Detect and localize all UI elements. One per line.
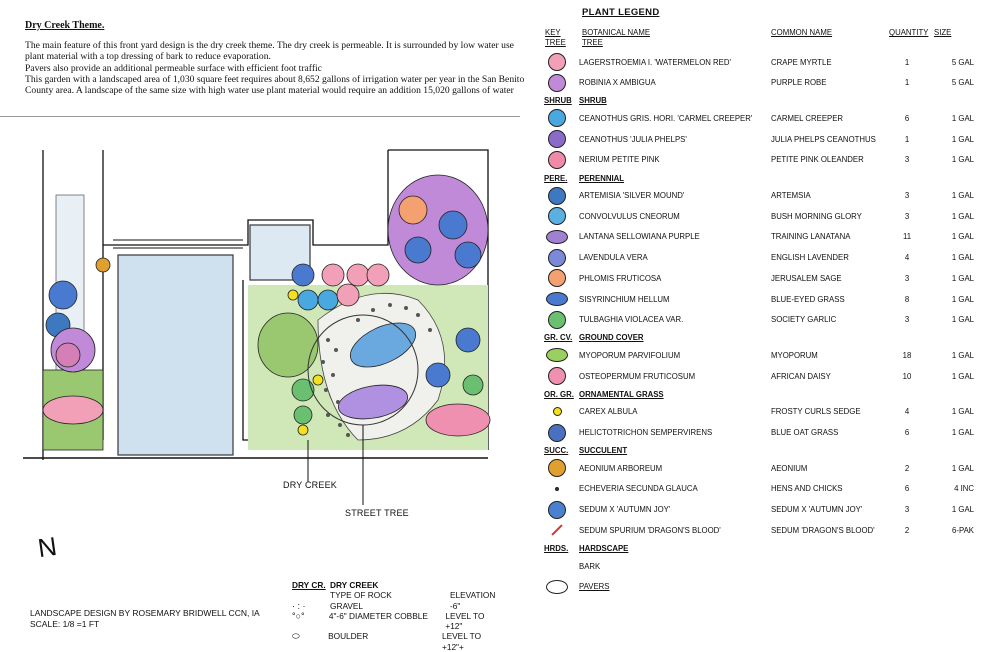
section-key: SUCC. (544, 446, 569, 456)
legend-row (542, 150, 982, 170)
quantity: 1 (904, 57, 910, 67)
julia-phelps-icon (546, 130, 568, 148)
rock-elevation: LEVEL TO +12" (445, 610, 485, 632)
legend-section-header (544, 333, 644, 342)
quantity: 4 (904, 253, 910, 263)
blue-eyed-grass-icon (546, 290, 568, 308)
size: 1 GAL (951, 505, 974, 515)
intro-title: Dry Creek Theme. (25, 20, 105, 31)
quantity: 8 (904, 294, 910, 304)
size: 5 GAL (951, 57, 974, 67)
botanical-name: AEONIUM ARBOREUM (579, 463, 663, 473)
common-name: SOCIETY GARLIC (771, 315, 837, 325)
legend-row (542, 423, 982, 443)
common-name: CRAPE MYRTLE (771, 57, 832, 67)
morning-glory-icon (546, 207, 568, 225)
rock-elevation: LEVEL TO +12"+ (441, 631, 482, 652)
quantity: 11 (902, 232, 912, 242)
section-name: PERENNIAL (579, 173, 625, 183)
quantity: 3 (904, 315, 910, 325)
rock-elevation: -6" (450, 600, 461, 611)
gravel-icon: · : · (292, 600, 306, 611)
common-name: AEONIUM (771, 463, 808, 473)
common-name: JULIA PHELPS CEANOTHUS (771, 134, 876, 144)
pavers-icon (546, 578, 568, 596)
size: 1 GAL (951, 253, 974, 263)
plant-legend (542, 0, 982, 631)
botanical-name: PHLOMIS FRUTICOSA (579, 273, 662, 283)
col-botanical: BOTANICAL NAME (582, 28, 651, 37)
botanical-name: CAREX ALBULA (579, 407, 638, 417)
rock-elevation-label: ELEVATION (450, 590, 496, 601)
north-arrow-icon: N (35, 530, 59, 564)
botanical-name: TULBAGHIA VIOLACEA VAR. (579, 315, 684, 325)
bark-icon (546, 557, 568, 575)
myoporum-icon (546, 346, 568, 364)
section-name: ORNAMENTAL GRASS (579, 389, 664, 399)
legend-row (542, 186, 982, 206)
boulder-icon: ⬭ (292, 631, 300, 642)
lantana-icon (546, 228, 568, 246)
section-name: GROUND COVER (579, 333, 644, 343)
legend-row (542, 310, 982, 330)
legend-row (542, 248, 982, 268)
legend-row (542, 500, 982, 520)
legend-row (542, 268, 982, 288)
rock-key: DRY CR. (292, 580, 326, 590)
rock-table (292, 580, 502, 652)
legend-section-header (544, 544, 628, 553)
section-name: SHRUB (579, 96, 607, 106)
quantity: 3 (904, 191, 910, 200)
legend-row (542, 577, 982, 597)
section-tree-name: TREE (582, 38, 603, 47)
common-name: PURPLE ROBE (771, 78, 827, 88)
common-name: BLUE OAT GRASS (771, 428, 839, 437)
botanical-name: CONVOLVULUS CNEORUM (579, 211, 680, 221)
designer-name: LANDSCAPE DESIGN BY ROSEMARY BRIDWELL CCN, IA (30, 608, 260, 618)
botanical-name: SEDUM SPURIUM 'DRAGON'S BLOOD' (579, 525, 721, 535)
botanical-name: ARTEMISIA 'SILVER MOUND' (579, 191, 685, 200)
purple-robe-icon (546, 74, 568, 92)
common-name: ENGLISH LAVENDER (771, 253, 849, 263)
quantity: 3 (904, 211, 910, 221)
size: 1 GAL (951, 371, 974, 381)
legend-section-header (544, 446, 627, 455)
col-common: COMMON NAME (771, 28, 833, 37)
quantity: 3 (904, 505, 910, 515)
right-bed (248, 175, 490, 450)
size: 1 GAL (951, 315, 974, 325)
size: 1 GAL (951, 463, 974, 473)
common-name: SEDUM X 'AUTUMN JOY' (771, 505, 863, 515)
quantity: 10 (902, 371, 912, 381)
legend-row (542, 129, 982, 149)
legend-row (542, 366, 982, 386)
common-name: HENS AND CHICKS (771, 484, 843, 494)
rock-type-label: TYPE OF ROCK (330, 590, 392, 601)
legend-row (542, 206, 982, 226)
legend-row (542, 479, 982, 499)
legend-row (542, 345, 982, 365)
col-key: KEY (545, 28, 561, 37)
street-tree-label: STREET TREE (345, 508, 409, 518)
legend-section-header (544, 390, 664, 399)
section-key: OR. GR. (544, 389, 574, 399)
common-name: BUSH MORNING GLORY (771, 211, 862, 221)
botanical-name: SEDUM X 'AUTUMN JOY' (579, 505, 671, 515)
carmel-creeper-icon (546, 109, 568, 127)
botanical-name: ECHEVERIA SECUNDA GLAUCA (579, 484, 698, 494)
oleander-icon (546, 151, 568, 169)
quantity: 2 (904, 463, 910, 473)
col-quantity: QUANTITY (889, 28, 929, 37)
legend-row (542, 108, 982, 128)
legend-row (542, 458, 982, 478)
rock-name: BOULDER (328, 631, 369, 642)
size: 1 GAL (951, 211, 974, 221)
legend-row (542, 227, 982, 247)
hens-chicks-icon (546, 480, 568, 498)
quantity: 3 (904, 155, 910, 165)
botanical-name: LANTANA SELLOWIANA PURPLE (579, 232, 700, 242)
size: 1 GAL (951, 273, 974, 283)
legend-row (542, 402, 982, 422)
size: 5 GAL (951, 78, 974, 88)
botanical-name: CEANOTHUS 'JULIA PHELPS' (579, 134, 687, 144)
society-garlic-icon (546, 311, 568, 329)
site-plan-drawing (18, 140, 518, 540)
botanical-name: BARK (579, 561, 601, 571)
size: 1 GAL (951, 113, 974, 123)
design-credit (30, 608, 260, 630)
botanical-name: ROBINIA X AMBIGUA (579, 78, 656, 88)
legend-section-header (544, 96, 607, 105)
common-name: SEDUM 'DRAGON'S BLOOD' (771, 525, 875, 535)
botanical-name: OSTEOPERMUM FRUTICOSUM (579, 371, 696, 381)
quantity: 1 (904, 134, 910, 144)
crape-myrtle-icon (546, 53, 568, 71)
common-name: CARMEL CREEPER (771, 113, 844, 123)
divider (0, 116, 520, 117)
intro-paragraph: This garden with a landscaped area of 1,030 square feet requires about 8,652 gallons of irrigation water per year in the San Benito County area. A landscape of the same size with high water use plant material would require an addition 15,020 gallons of water (25, 73, 525, 97)
quantity: 2 (904, 525, 910, 535)
section-name: HARDSCAPE (579, 544, 629, 553)
size: 6-PAK (952, 525, 974, 535)
dry-creek-label: DRY CREEK (283, 480, 337, 490)
quantity: 6 (904, 484, 910, 494)
col-size: SIZE (934, 28, 952, 37)
common-name: TRAINING LANATANA (771, 232, 851, 242)
common-name: JERUSALEM SAGE (771, 273, 842, 283)
intro-text (25, 20, 525, 96)
size: 1 GAL (951, 191, 974, 200)
botanical-name: LAVENDULA VERA (579, 253, 648, 263)
legend-row (542, 520, 982, 540)
autumn-joy-icon (546, 501, 568, 519)
size: 1 GAL (951, 294, 974, 304)
legend-title: PLANT LEGEND (582, 7, 660, 18)
legend-row (542, 73, 982, 93)
size: 1 GAL (951, 134, 974, 144)
legend-section-header (544, 174, 624, 183)
size: 1 GAL (951, 428, 974, 437)
quantity: 3 (904, 273, 910, 283)
scale-note: SCALE: 1/8 =1 FT (30, 619, 100, 629)
botanical-name: SISYRINCHIUM HELLUM (579, 294, 670, 304)
quantity: 18 (902, 350, 912, 360)
intro-paragraph: Pavers also provide an additional permeable surface with efficient foot traffic (25, 62, 322, 74)
size: 1 GAL (951, 232, 974, 242)
section-key: SHRUB (544, 96, 572, 106)
common-name: AFRICAN DAISY (771, 371, 831, 381)
size: 4 INC (954, 484, 974, 494)
artemisia-icon (546, 187, 568, 205)
botanical-name: LAGERSTROEMIA I. 'WATERMELON RED' (579, 57, 732, 67)
section-key: HRDS. (544, 544, 569, 553)
rock-name: 4"-6" DIAMETER COBBLE (328, 610, 428, 621)
sedge-icon (546, 403, 568, 421)
common-name: FROSTY CURLS SEDGE (771, 407, 861, 417)
section-key: PERE. (544, 173, 568, 183)
intro-paragraph: The main feature of this front yard design is the dry creek theme. The dry creek is permeable. It is surrounded by low water use plant material with a top dressing of bark to reduce evaporation. (25, 40, 514, 63)
botanical-name: PAVERS (579, 582, 610, 592)
quantity: 1 (904, 78, 910, 88)
common-name: MYOPORUM (771, 350, 818, 360)
blue-oat-grass-icon (546, 424, 568, 442)
legend-row (542, 556, 982, 576)
quantity: 6 (904, 113, 910, 123)
rock-name: GRAVEL (330, 600, 364, 611)
botanical-name: MYOPORUM PARVIFOLIUM (579, 350, 681, 360)
common-name: BLUE-EYED GRASS (771, 294, 845, 304)
size: 1 GAL (951, 350, 974, 360)
cobble-icon: °○° (292, 610, 305, 621)
rock-heading: DRY CREEK (330, 580, 379, 590)
size: 1 GAL (951, 155, 974, 165)
aeonium-icon (546, 459, 568, 477)
size: 1 GAL (951, 407, 974, 417)
col-key-tree: TREE (545, 38, 566, 47)
section-key: GR. CV. (544, 333, 573, 343)
botanical-name: NERIUM PETITE PINK (579, 155, 660, 165)
quantity: 4 (904, 407, 910, 417)
common-name: ARTEMSIA (771, 191, 811, 200)
botanical-name: CEANOTHUS GRIS. HORI. 'CARMEL CREEPER' (579, 113, 753, 123)
sage-icon (546, 269, 568, 287)
lavender-icon (546, 249, 568, 267)
botanical-name: HELICTOTRICHON SEMPERVIRENS (579, 428, 713, 437)
legend-row (542, 289, 982, 309)
quantity: 6 (904, 428, 910, 437)
african-daisy-icon (546, 367, 568, 385)
dragons-blood-icon (546, 521, 568, 539)
section-name: SUCCULENT (579, 446, 628, 456)
common-name: PETITE PINK OLEANDER (771, 155, 864, 165)
legend-row (542, 52, 982, 72)
